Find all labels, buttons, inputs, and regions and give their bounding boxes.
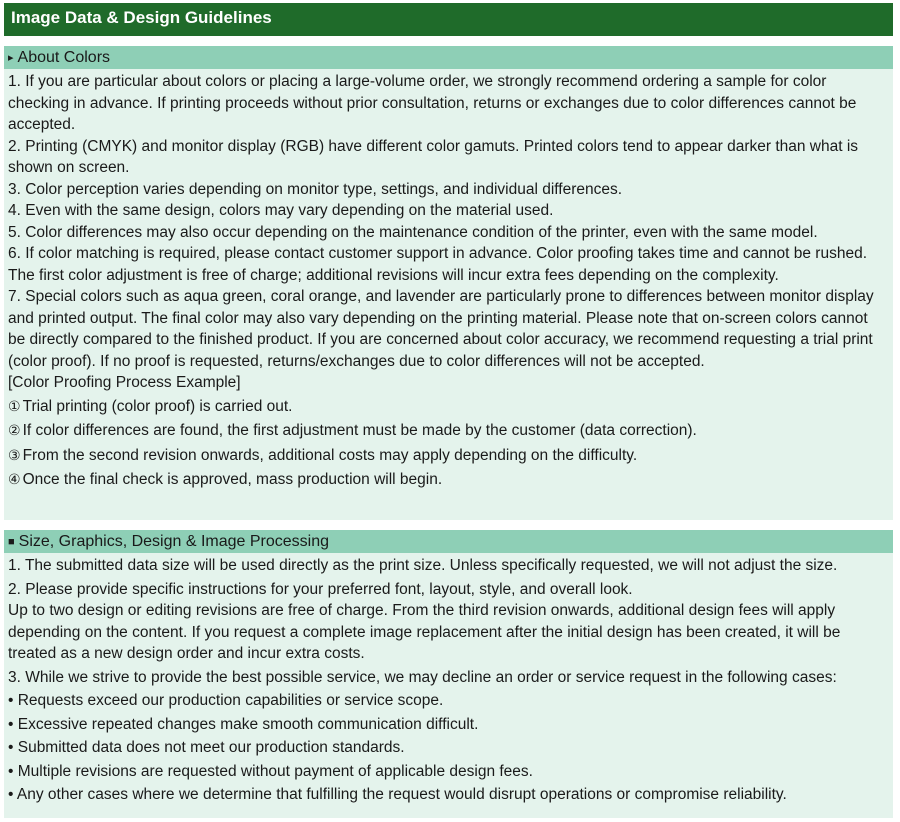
colors-item-1: 1. If you are particular about colors or placing a large-volume order, we strongly recommend ordering a sample for color checking in advance. If printing proceeds without prior consultation, returns or exchanges due to color differences cannot be accepted. [8, 73, 857, 133]
circled-number-3: ③ [8, 447, 21, 464]
colors-section [4, 46, 893, 520]
size-section-header [4, 530, 893, 553]
colors-item-7: 7. Special colors such as aqua green, coral orange, and lavender are particularly prone to differences between monitor display and printed output. The final color may also vary depending on the printing material. Please note that on-screen colors cannot be directly compared to the finished product. If you are concerned about color accuracy, we recommend requesting a trial print (color proof). If no proof is requested, returns/exchanges due to color differences will not be accepted. [8, 288, 874, 370]
decline-case-5: • Any other cases where we determine that fulfilling the request would disrupt operations or compromise reliability. [8, 786, 787, 803]
process-step-3-text: From the second revision onwards, additional costs may apply depending on the difficulty. [22, 446, 638, 464]
process-title: [Color Proofing Process Example] [8, 374, 241, 391]
decline-case-2: • Excessive repeated changes make smooth communication difficult. [8, 715, 479, 733]
triangle-bullet-icon: ▸ [8, 52, 14, 64]
process-step-1-text: Trial printing (color proof) is carried out. [22, 397, 293, 415]
size-item-2: 2. Please provide specific instructions for your preferred font, layout, style, and overall look. [8, 580, 633, 598]
colors-section-body [4, 69, 893, 492]
process-step-2-text: If color differences are found, the first adjustment must be made by the customer (data correction). [22, 422, 697, 439]
colors-item-2: 2. Printing (CMYK) and monitor display (RGB) have different color gamuts. Printed colors tend to appear darker than what is shown on screen. [8, 137, 859, 176]
circled-number-4: ④ [8, 472, 21, 488]
process-step-4-text: Once the final check is approved, mass production will begin. [22, 471, 443, 488]
square-bullet-icon: ■ [8, 536, 15, 548]
size-section-title: Size, Graphics, Design & Image Processing [18, 533, 330, 550]
process-step-3 [8, 445, 889, 468]
colors-section-title: About Colors [17, 49, 111, 66]
colors-item-6: 6. If color matching is required, please contact customer support in advance. Color proofing takes time and cannot be rushed. The first color adjustment is free of charge; additional revisions will incur extra fees depending on the complexity. [8, 245, 868, 284]
circled-number-1: ① [8, 398, 21, 415]
process-step-2 [8, 420, 889, 443]
decline-case-1: • Requests exceed our production capabilities or service scope. [8, 692, 444, 709]
process-step-4 [8, 469, 889, 492]
size-section-body [4, 553, 893, 806]
circled-number-2: ② [8, 423, 21, 439]
size-section [4, 530, 893, 818]
colors-item-4: 4. Even with the same design, colors may vary depending on the material used. [8, 202, 554, 219]
colors-section-header [4, 46, 893, 69]
decline-case-3: • Submitted data does not meet our production standards. [8, 739, 405, 756]
page-title: Image Data & Design Guidelines [4, 3, 893, 36]
process-step-1 [8, 396, 889, 419]
decline-case-4: • Multiple revisions are requested without payment of applicable design fees. [8, 762, 533, 780]
colors-item-3: 3. Color perception varies depending on monitor type, settings, and individual differences. [8, 180, 623, 198]
size-item-2-detail: Up to two design or editing revisions are free of charge. From the third revision onwards, additional design fees will apply depending on the content. If you request a complete image replacement after the initial design has been created, it will be treated as a new design order and incur extra costs. [8, 602, 841, 662]
colors-item-5: 5. Color differences may also occur depending on the maintenance condition of the printer, even with the same model. [8, 223, 818, 241]
size-item-1: 1. The submitted data size will be used directly as the print size. Unless specifically requested, we will not adjust the size. [8, 557, 838, 574]
size-item-3: 3. While we strive to provide the best possible service, we may decline an order or service request in the following cases: [8, 668, 837, 686]
